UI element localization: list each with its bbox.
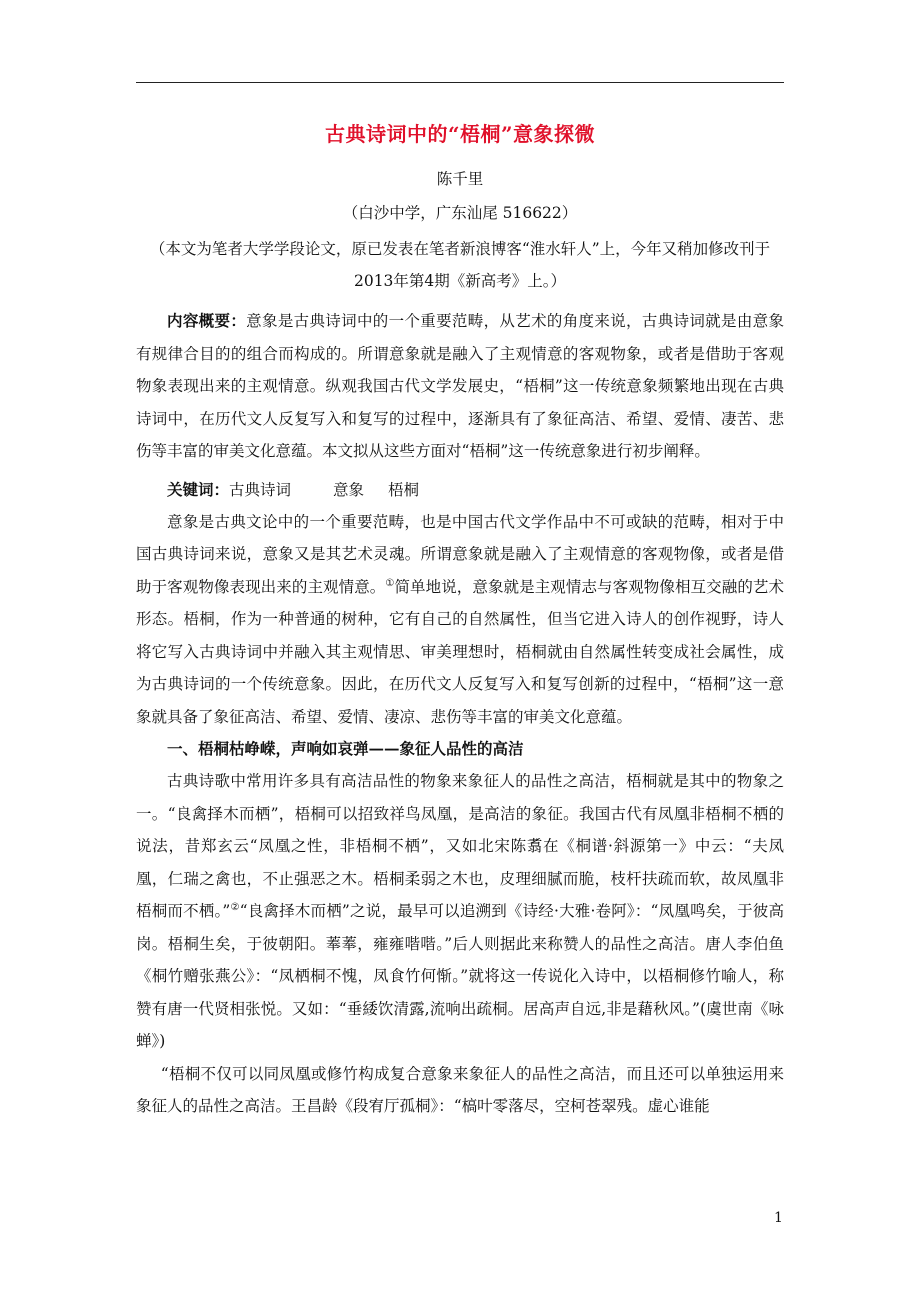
abstract-text: 意象是古典诗词中的一个重要范畴，从艺术的角度来说，古典诗词就是由意象有规律合目的的组合而构成的。所谓意象就是融入了主观情意的客观物象，或者是借助于客观物象表现出来的主观情意。纵观我国古代文学发展史，“梧桐”这一传统意象频繁地出现在古典诗词中，在历代文人反复写入和复写的过程中，逐渐具有了象征高洁、希望、爱情、凄苦、悲伤等丰富的审美文化意蕴。本文拟从这些方面对“梧桐”这一传统意象进行初步阐释。 (136, 312, 784, 460)
section-1-p1-text-1: 古典诗歌中常用许多具有高洁品性的物象来象征人的品性之高洁，梧桐就是其中的物象之一。“良禽择木而栖”，梧桐可以招致祥鸟凤凰，是高洁的象征。我国古代有凤凰非梧桐不栖的说法，昔郑玄云“凤凰之性，非梧桐不栖”，又如北宋陈翥在《桐谱·斜源第一》中云：“夫凤凰，仁瑞之禽也，不止强恶之木。梧桐柔弱之木也，皮理细腻而脆，枝杆扶疏而软，故凤凰非梧桐而不栖。” (136, 772, 784, 920)
section-1-paragraph-2: “梧桐不仅可以同凤凰或修竹构成复合意象来象征人的品性之高洁，而且还可以单独运用来象征人的品性之高洁。王昌龄《段宥厅孤桐》：“槁叶零落尽，空柯苍翠残。虚心谁能 (136, 1064, 784, 1115)
footnote-ref-1[interactable]: ① (385, 577, 395, 589)
publication-note: （本文为笔者大学学段论文，原已发表在笔者新浪博客“淮水轩人”上，今年又稍加修改刊于2013年第4期《新高考》上。） (149, 240, 771, 290)
keywords-line (136, 474, 784, 506)
intro-text-2: 简单地说，意象就是主观情志与客观物像相互交融的艺术形态。梧桐，作为一种普通的树种，它有自己的自然属性，但当它进入诗人的创作视野，诗人将它写入古典诗词中并融入其主观情思、审美理想时，梧桐就由自然属性转变成社会属性，成为古典诗词的一个传统意象。因此，在历代文人反复写入和复写创新的过程中，“梧桐”这一意象就具备了象征高洁、希望、爱情、凄凉、悲伤等丰富的审美文化意蕴。 (136, 577, 784, 726)
keyword-2: 意象 (333, 480, 365, 499)
intro-text-1: 意象是古典文论中的一个重要范畴，也是中国古代文学作品中不可或缺的范畴，相对于中国古典诗词来说，意象又是其艺术灵魂。所谓意象就是融入了主观情意的客观物像，或者是借助于客观物像表现出来的主观情意。 (136, 512, 784, 596)
keywords-label: 关键词： (167, 479, 230, 499)
affiliation: （白沙中学，广东汕尾 516622） (342, 204, 578, 222)
page-number: 1 (774, 1210, 783, 1226)
intro-paragraph (136, 506, 784, 734)
section-1-p1-text-2: “良禽择木而栖”之说，最早可以追溯到《诗经·大雅·卷阿》：“凤凰鸣矣，于彼高岗。梧桐生矣，于彼朝阳。菶菶，雍雍喈喈。”后人则据此来称赞人的品性之高洁。唐人李伯鱼《桐竹赠张燕公》：“凤栖桐不愧，凤食竹何惭。”就将这一传说化入诗中，以梧桐修竹喻人，称赞有唐一代贤相张悦。又如：“垂緌饮清露,流响出疏桐。居高声自远,非是藉秋风。”(虞世南《咏蝉》) (136, 902, 784, 1050)
keyword-3: 梧桐 (388, 480, 420, 499)
section-1-paragraph-1 (136, 765, 784, 1058)
author: 陈千里 (436, 170, 484, 188)
page-title: 古典诗词中的“梧桐”意象探微 (324, 122, 595, 146)
keyword-1: 古典诗词 (229, 480, 292, 499)
abstract-paragraph (136, 305, 784, 468)
abstract-label: 内容概要： (167, 311, 247, 330)
header-rule (136, 82, 784, 83)
footnote-ref-2[interactable]: ② (230, 901, 240, 913)
document-body (136, 112, 784, 1123)
section-1-heading: 一、梧桐枯峥嵘，声响如哀弹——象征人品性的高洁 (167, 739, 524, 758)
